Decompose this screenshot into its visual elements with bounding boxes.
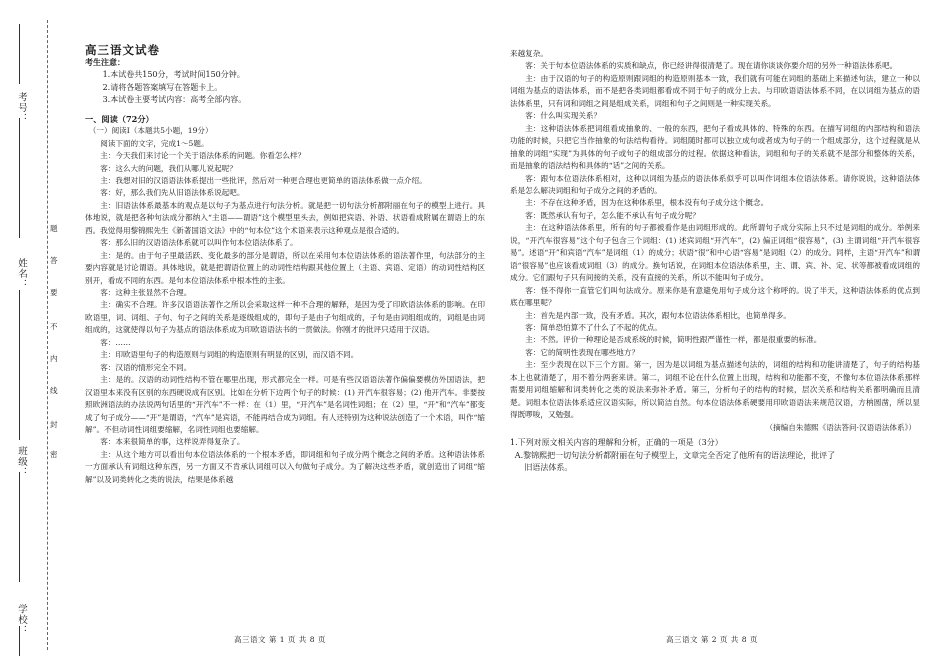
question-1-stem: 1.下列对原文相关内容的理解和分析，正确的一项是（3分）: [510, 438, 723, 448]
seal-char-5: 不: [50, 322, 58, 331]
dialogue-paragraph: 主：至少表现在以下三个方面。第一，因为是以词组为基点描述句法的，词组的结构和功能讲清楚了，句子的结构基本上也就清楚了，用不着分两套来讲。第二，词组不论在什么位置上出现，结构和功能都不变，不像句本位语法体系那样需要用词组缩解和词类转化之类的说法来弥补矛盾。第三，分析句子的结构的时候，层次关系和结构关系都明确而且清楚。词组本位语法体系适应汉语实际，所以简洁自然。句本位语法体系硬要用印欧语语法来规范汉语，方枘圆凿，所以显得既啰唆，又勉强。: [510, 360, 920, 420]
question-1-option-a: A.黎锦熙把一切句法分析都附丽在句子模型上，文章完全否定了他所有的语法理论，批评了: [514, 450, 836, 460]
exam-number-line: [19, 118, 20, 238]
binding-margin: [0, 0, 72, 671]
dialogue-paragraph: 客：跟句本位语法体系相对，这种以词组为基点的语法体系似乎可以叫作词组本位语法体系。请你说说，这种语法体系是怎么解决词组和句子成分之间的矛盾的。: [510, 173, 920, 195]
dialogue-paragraph: 主：是的。汉语的动词性结构不管在哪里出现，形式都完全一样。可是有些汉语语法著作偏偏要模仿外国语法，把汉语里本来没有区别的东西硬说成有区别。比如在分析下边两个句子的时候：(1) 开汽车很容易；(2) 他开汽车。非要按照欧洲语法的办法说两句话里的“开汽车”不一样：在（1）里，“开汽车”是名词性词组；在（2）里，“开”和“汽车”都变成了句子成分——“开”是谓语，“汽车”是宾语，不能再结合成为词组。有人还特别为这种说法创造了一个术语，叫作“缩解”。不但动词性词组要缩解，名词性词组也要缩解。: [85, 375, 485, 435]
dialogue-paragraph: 主：由于汉语的句子的构造原则跟词组的构造原则基本一致，我们就有可能在词组的基础上来描述句法，建立一种以词组为基点的语法体系，而不是把各类词组都看成不同于句子的成分上去。与印欧语语法体系不同，在以词组为基点的语法体系里，只有词和词组之间是组成关系，词组和句子之间则是一种实现关系。: [510, 73, 920, 108]
dialogue-paragraph: 主：不然。评价一种理论是否成系统的时候，简明性跟严谨性一样，都是很重要的标准。: [525, 335, 822, 345]
dialogue-paragraph: 客：关于句本位语法体系的实质和缺点，你已经讲得很清楚了。现在请你谈谈你要介绍的另外一种语法体系吧。: [525, 61, 898, 71]
dialogue-paragraph: 客：这么大的问题，我们从哪儿说起呢？: [100, 163, 237, 173]
dialogue-paragraph: 主：不存在这种矛盾，因为在这种体系里，根本没有句子成分这个概念。: [525, 198, 769, 208]
dialogue-paragraph: 主：从这个地方可以看出句本位语法体系的一个根本矛盾，即词组和句子成分两个概念之间的矛盾。这种语法体系一方面承认有词组这种东西，另一方面又不肯承认词组可以入句做句子成分。为了解决这些矛盾，就创造出了词组“缩解”以及词类转化之类的说法，结果是体系越: [85, 449, 485, 484]
dialogue-paragraph: 主：今天我们来讨论一个关于语法体系的问题。你看怎么样？: [100, 151, 306, 161]
dialogue-paragraph: 客：简单恐怕算不了什么了不起的优点。: [525, 322, 662, 332]
name-label: 姓名：: [16, 258, 27, 290]
seal-char-4: 内: [50, 354, 58, 363]
source-citation: （摘编自朱德熙《语法答问·汉语语法体系》）: [765, 422, 916, 432]
dialogue-paragraph: 主：旧语法体系最基本的观点是以句子为基点进行句法分析。就是把一切句法分析都附丽在句子的模型上进行。具体地说，就是把各种句法成分都纳入“主语——谓语”这个模型里头去，例如把宾语、补语、状语看成附属在谓语上的东西。我觉得用黎锦熙先生《新著国语文法》中的“句本位”这个术语来表示这种观点是很合适的。: [85, 200, 485, 235]
dialogue-paragraph: 来越复杂。: [510, 49, 548, 58]
question-1-option-a-cont: 旧语法体系。: [524, 462, 573, 472]
dialogue-paragraph: 主：我想对旧的汉语语法体系提出一些批评，然后对一种更合理也更简单的语法体系做一点介绍。: [100, 175, 427, 185]
dialogue-paragraph: 主：是的。由于句子里最活跃、变化最多的部分是谓语，所以在采用句本位语法体系的语法著作里，句法部分的主要内容就是讨论谓语。具体地说，就是把谓语位置上的动词性结构跟其他位置上（主语、宾语、定语）的动词性结构区别开，看成不同的东西。是句本位语法体系中根本性的主张。: [85, 250, 485, 285]
notice-item-2: 2.请将各题答案填写在答题卡上。: [102, 82, 223, 92]
name-line: [19, 290, 20, 440]
dialogue-paragraph: 客：本来很简单的事，这样说弄得复杂了。: [100, 437, 245, 447]
dialogue-paragraph: 主：在这种语法体系里，所有的句子都被看作是由词组形成的。此所谓句子成分实际上只不过是词组的成分。举例来说，“开汽车很容易”这个句子包含三个词组：(1) 述宾词组“开汽车”，(2) 偏正词组“很容易”，(3) 主谓词组“开汽车很容易”。述语“开”和宾语“汽车”是词组（1）的成分；状语“很”和中心语“容易”是词组（2）的成分。同样，主语“开汽车”和谓语“很容易”也应该看成词组（3）的成分。换句话说，在词组本位语法体系里，主、谓、宾、补、定、状等都被看成词组的成分。它们跟句子只有间接的关系，没有直接的关系，所以不能叫句子成分。: [510, 223, 920, 283]
seal-char-1: 密: [50, 450, 58, 459]
seal-char-7: 答: [50, 256, 58, 265]
dialogue-paragraph: 客：既然承认有句子，怎么能不承认有句子成分呢？: [525, 210, 700, 220]
dialogue-paragraph: 客：好，那么我们先从旧语法体系说起吧。: [100, 188, 245, 198]
dialogue-paragraph: 客：怪不得你一直管它们叫句法成分。原来你是有意避免用句子成分这个称呼的。说了半天，这种语法体系的优点到底在哪里呢？: [510, 285, 920, 308]
page-1-column: [85, 44, 485, 486]
section-heading: 一、阅读（72分）: [85, 113, 154, 124]
subsection-heading: （一）阅读Ⅰ（本题共5小题，19分）: [88, 126, 213, 136]
dialogue-paragraph: 客：那么旧的汉语语法体系就可以叫作句本位语法体系了。: [100, 238, 298, 248]
dialogue-paragraph: 客：它的简明性表现在哪些地方？: [525, 347, 640, 357]
exam-number-label: 考号：: [16, 92, 27, 124]
dialogue-paragraph: 客：什么叫实现关系？: [525, 111, 602, 121]
seal-char-3: 线: [50, 386, 58, 395]
class-label: 班级：: [16, 446, 27, 478]
exam-title: 高三语文试卷: [85, 43, 160, 57]
seal-char-6: 要: [50, 288, 58, 297]
notice-item-1: 1.本试卷共150分，考试时间150分钟。: [102, 69, 245, 79]
page-2-footer: 高三语文 第 2 页 共 8 页: [666, 635, 758, 644]
seal-char-8: 题: [50, 224, 58, 233]
seal-char-2: 封: [50, 420, 58, 429]
dialogue-paragraph: 主：印欧语里句子的构造原则与词组的构造原则有明显的区别，而汉语不同。: [100, 350, 359, 360]
dialogue-paragraph: 客：……: [100, 337, 131, 347]
dialogue-paragraph: 客：汉语的情形完全不同。: [100, 362, 192, 372]
dialogue-paragraph: 客：这种主张显然不合理。: [100, 288, 192, 298]
page-2-column: [510, 48, 920, 474]
school-line: [19, 626, 20, 656]
dialogue-paragraph: 主：这种语法体系把词组看成抽象的、一般的东西，把句子看成具体的、特殊的东西。在描写词组的内部结构和语法功能的时候，只把它当作抽象的句法结构看待。词组随时都可以独立成句或者成为句子的一个组成部分，这个过程就是从抽象的词组“实现”为具体的句子或句子的组成部分的过程。依据这种看法，词组和句子的关系就不是部分和整体的关系，而是抽象的语法结构和具体的“话”之间的关系。: [510, 123, 920, 171]
dialogue-paragraph: 主：首先是内部一致，没有矛盾。其次，跟句本位语法体系相比，也简单得多。: [525, 310, 791, 320]
reading-instruction: 阅读下面的文字，完成1～5题。: [100, 138, 209, 148]
page-1-footer: 高三语文 第 1 页 共 8 页: [234, 635, 326, 644]
top-line: [19, 24, 20, 84]
dialogue-paragraph: 主：确实不合理。许多汉语语法著作之所以会采取这样一种不合理的解释，是因为受了印欧语法体系的影响。在印欧语里，词、词组、子句、句子之间的关系是逐级组成的，即句子是由子句组成的，子句是由词组组成的，词组是由词组成的，这就使得以句子为基点的语法体系成为印欧语语法书的一贯做法。你刚才的批评只适用于汉语。: [85, 300, 485, 335]
class-line: [19, 472, 20, 582]
notice-item-3: 3.本试卷主要考试内容：高考全部内容。: [102, 95, 247, 105]
notice-heading: 考生注意：: [85, 57, 125, 68]
seal-line: [47, 20, 48, 650]
school-label: 学校：: [16, 604, 27, 636]
